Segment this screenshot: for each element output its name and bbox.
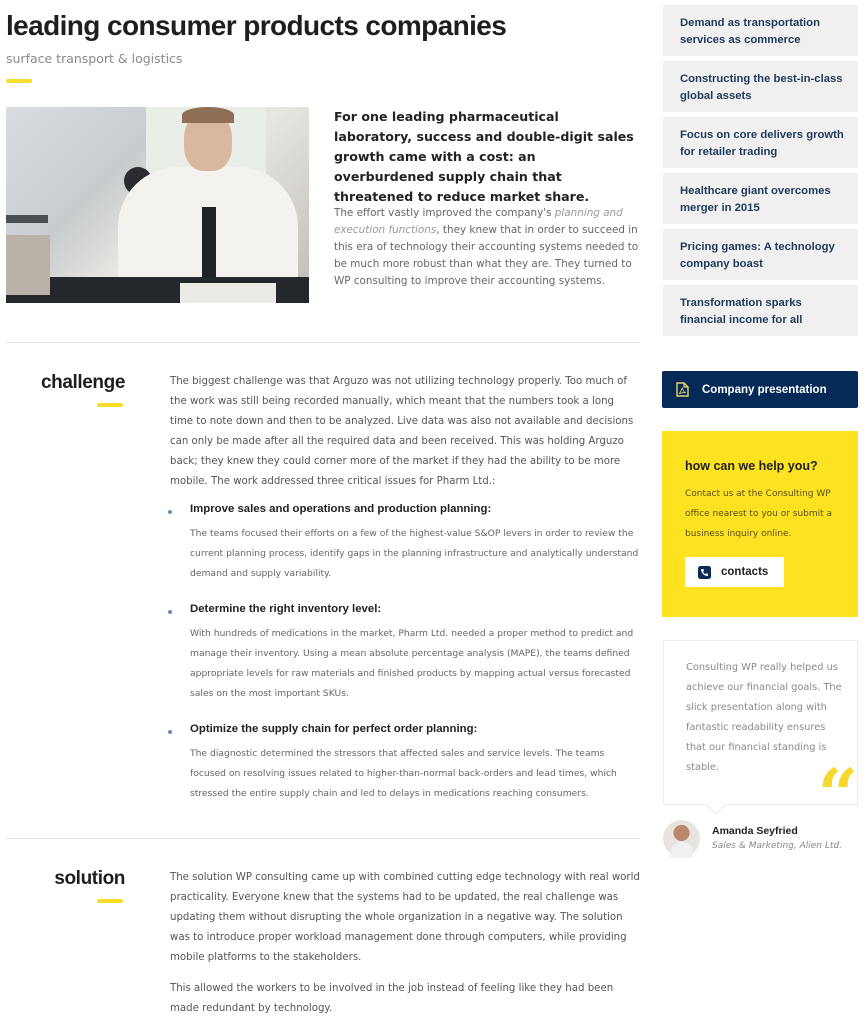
speech-bubble-tail [706,795,726,815]
help-box [662,431,858,617]
image-tie [202,207,216,281]
phone-icon [698,566,711,579]
intro-lead: For one leading pharmaceutical laboratory, success and double-digit sales growth came with a cost: an overburdened supply chain that threatened to reduce market share. [334,109,634,204]
image-paper [180,283,276,303]
related-case-link[interactable]: Transformation sparks financial income for all [663,285,858,336]
challenge-title: challenge [40,372,125,393]
related-case-link[interactable]: Demand as transportation services as commerce [663,5,858,56]
related-case-link[interactable]: Focus on core delivers growth for retailer trading [663,117,858,168]
issue-title: Improve sales and operations and production planning: [190,503,492,515]
testimonial-quote: Consulting WP really helped us achieve our financial goals. The slick presentation along with fantastic readability ensures that our financial standing is stable. [686,662,842,773]
solution-title: solution [54,868,125,889]
company-presentation-label: Company presentation [702,383,827,396]
hero-image [6,107,309,303]
solution-paragraph: The solution WP consulting came up with combined cutting edge technology with real world practicality. Everyone knew that the systems had to be updated, the real challenge was updating them without disrupting the whole organization in a negative way. The solution was to introduce proper workload management done through computers, while providing mobile platforms to the stakeholders. [170,872,640,963]
help-text: Contact us at the Consulting WP office nearest to you or submit a business inquiry online. [685,489,833,539]
intro-text-after: , they knew that in order to succeed in this era of technology their accounting systems needed to be much more robust than what they are. They turned to WP consulting to improve their accounting systems. [334,224,639,287]
pdf-file-icon [676,382,689,397]
solution-accent-bar [97,899,123,903]
issue-title: Determine the right inventory level: [190,603,382,615]
issue-text: The diagnostic determined the stressors that affected sales and service levels. The teams focused on resolving issues related to higher-than-normal back-orders and lead times, which stressed the entire supply chain and led to delays in medications reaching consumers. [190,748,617,799]
avatar [663,820,700,857]
section-divider [6,838,640,839]
issue-text: With hundreds of medications in the market, Pharm Ltd. needed a proper method to predict and manage their inventory. Using a mean absolute percentage analysis (MAPE), the teams defined appropriate levels for raw materials and finished products by mapping actual versus forecasted sales on the most important SKUs. [190,628,634,699]
section-divider [6,342,640,343]
contacts-label: contacts [721,566,769,578]
title-accent-bar [6,79,32,83]
contacts-button[interactable] [685,557,784,587]
related-case-link[interactable]: Constructing the best-in-class global assets [663,61,858,112]
challenge-accent-bar [97,403,123,407]
image-laptop [6,235,50,295]
bullet-icon [168,510,172,514]
quote-mark-icon: “ [817,753,858,836]
intro-text-emphasis: planning and execution functions [334,207,623,236]
image-shelf [6,215,48,223]
issue-text: The teams focused their efforts on a few of the highest-value S&OP levers in order to review the current planning process, identify gaps in the planning infrastructure and analytically understand demand and supply variability. [190,528,639,579]
author-name: Amanda Seyfried [712,825,798,837]
page-title: leading consumer products companies [6,10,507,41]
page-subtitle: surface transport & logistics [6,51,183,66]
testimonial-author [663,820,863,860]
help-title: how can we help you? [685,459,818,473]
issue-title: Optimize the supply chain for perfect order planning: [190,723,478,735]
author-role: Sales & Marketing, Alien Ltd. [712,841,842,851]
bullet-icon [168,730,172,734]
related-case-link[interactable]: Healthcare giant overcomes merger in 2015 [663,173,858,224]
image-person-hair [182,107,234,123]
challenge-text: The biggest challenge was that Arguzo was not utilizing technology properly. Too much of the work was still being recorded manually, which meant that the numbers took a long time to note down and then to be analyzed. Live data was also not available and decisions can only be made after all the required data and been received. This was holding Arguzo back; they knew they could corner more of the market if they had the ability to be more mobile. The work addressed three critical issues for Pharm Ltd.: [170,376,634,487]
intro-text [334,205,642,290]
company-presentation-button[interactable] [662,371,858,408]
bullet-icon [168,610,172,614]
intro-text-before: The effort vastly improved the company's [334,207,555,219]
solution-paragraph: This allowed the workers to be involved in the job instead of feeling like they had been made redundant by technology. [170,983,614,1014]
related-case-link[interactable]: Pricing games: A technology company boast [663,229,858,280]
